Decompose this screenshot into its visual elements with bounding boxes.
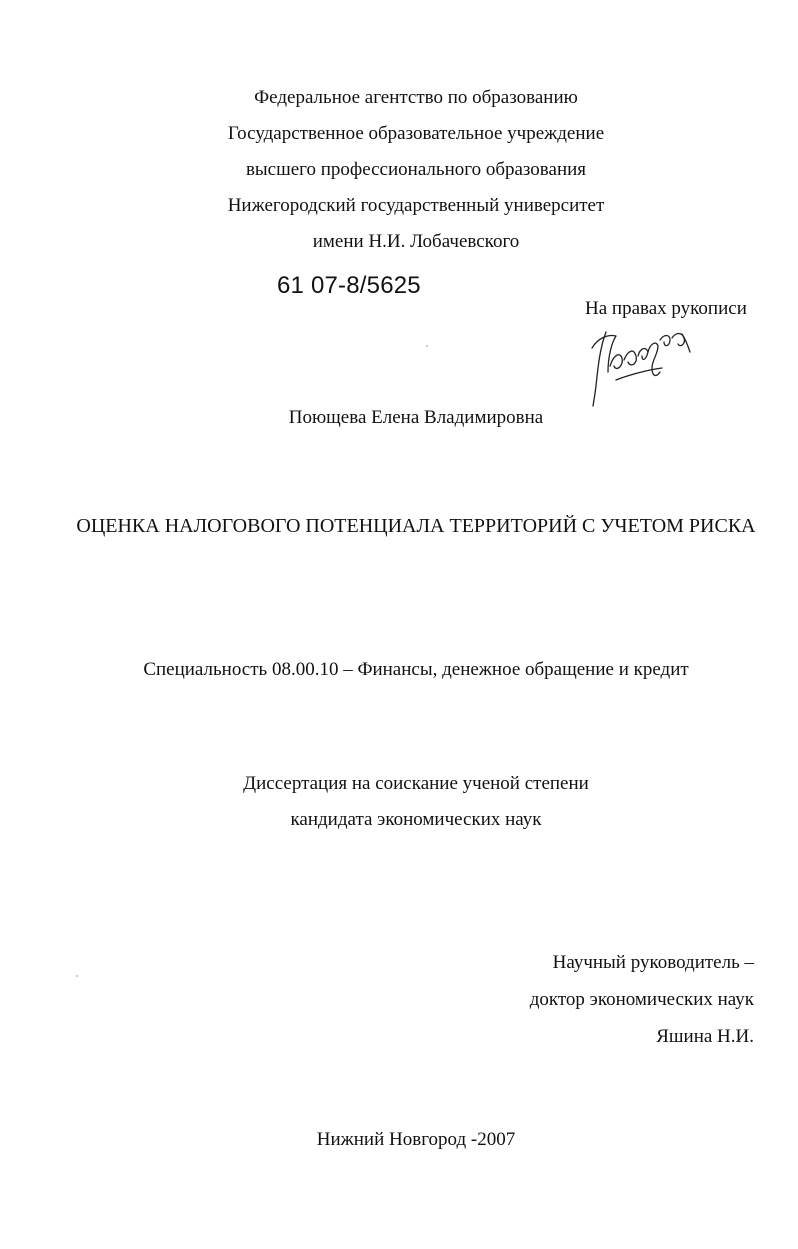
degree-statement-line-2: кандидата экономических наук	[290, 809, 542, 830]
header-line-institution-type: Государственное образовательное учреждение	[227, 123, 605, 144]
advisor-name: Яшина Н.И.	[656, 1026, 754, 1047]
degree-statement-line-1: Диссертация на соискание ученой степени	[243, 773, 589, 794]
header-line-university-name: имени Н.И. Лобачевского	[312, 231, 520, 252]
library-stamp-number: 61 07-8/5625	[277, 272, 421, 299]
header-line-university: Нижегородский государственный университет	[227, 195, 605, 216]
specialty-line: Специальность 08.00.10 – Финансы, денежное обращение и кредит	[143, 659, 689, 680]
advisor-degree: доктор экономических наук	[529, 989, 754, 1010]
city-and-year: Нижний Новгород -2007	[316, 1129, 516, 1150]
institution-header	[0, 80, 798, 260]
dissertation-title: ОЦЕНКА НАЛОГОВОГО ПОТЕНЦИАЛА ТЕРРИТОРИЙ С УЧЕТОМ РИСКА	[76, 515, 756, 537]
advisor-role: Научный руководитель –	[552, 952, 754, 973]
manuscript-rights-note: На правах рукописи	[585, 298, 747, 319]
author-signature	[586, 326, 696, 408]
header-line-agency: Федеральное агентство по образованию	[254, 87, 578, 108]
author-name: Поющева Елена Владимировна	[288, 407, 544, 428]
degree-statement	[0, 766, 798, 838]
scan-speck	[426, 345, 428, 347]
scan-speck	[76, 975, 78, 977]
header-line-education-level: высшего профессионального образования	[245, 159, 587, 180]
scientific-advisor-block	[530, 944, 754, 1055]
